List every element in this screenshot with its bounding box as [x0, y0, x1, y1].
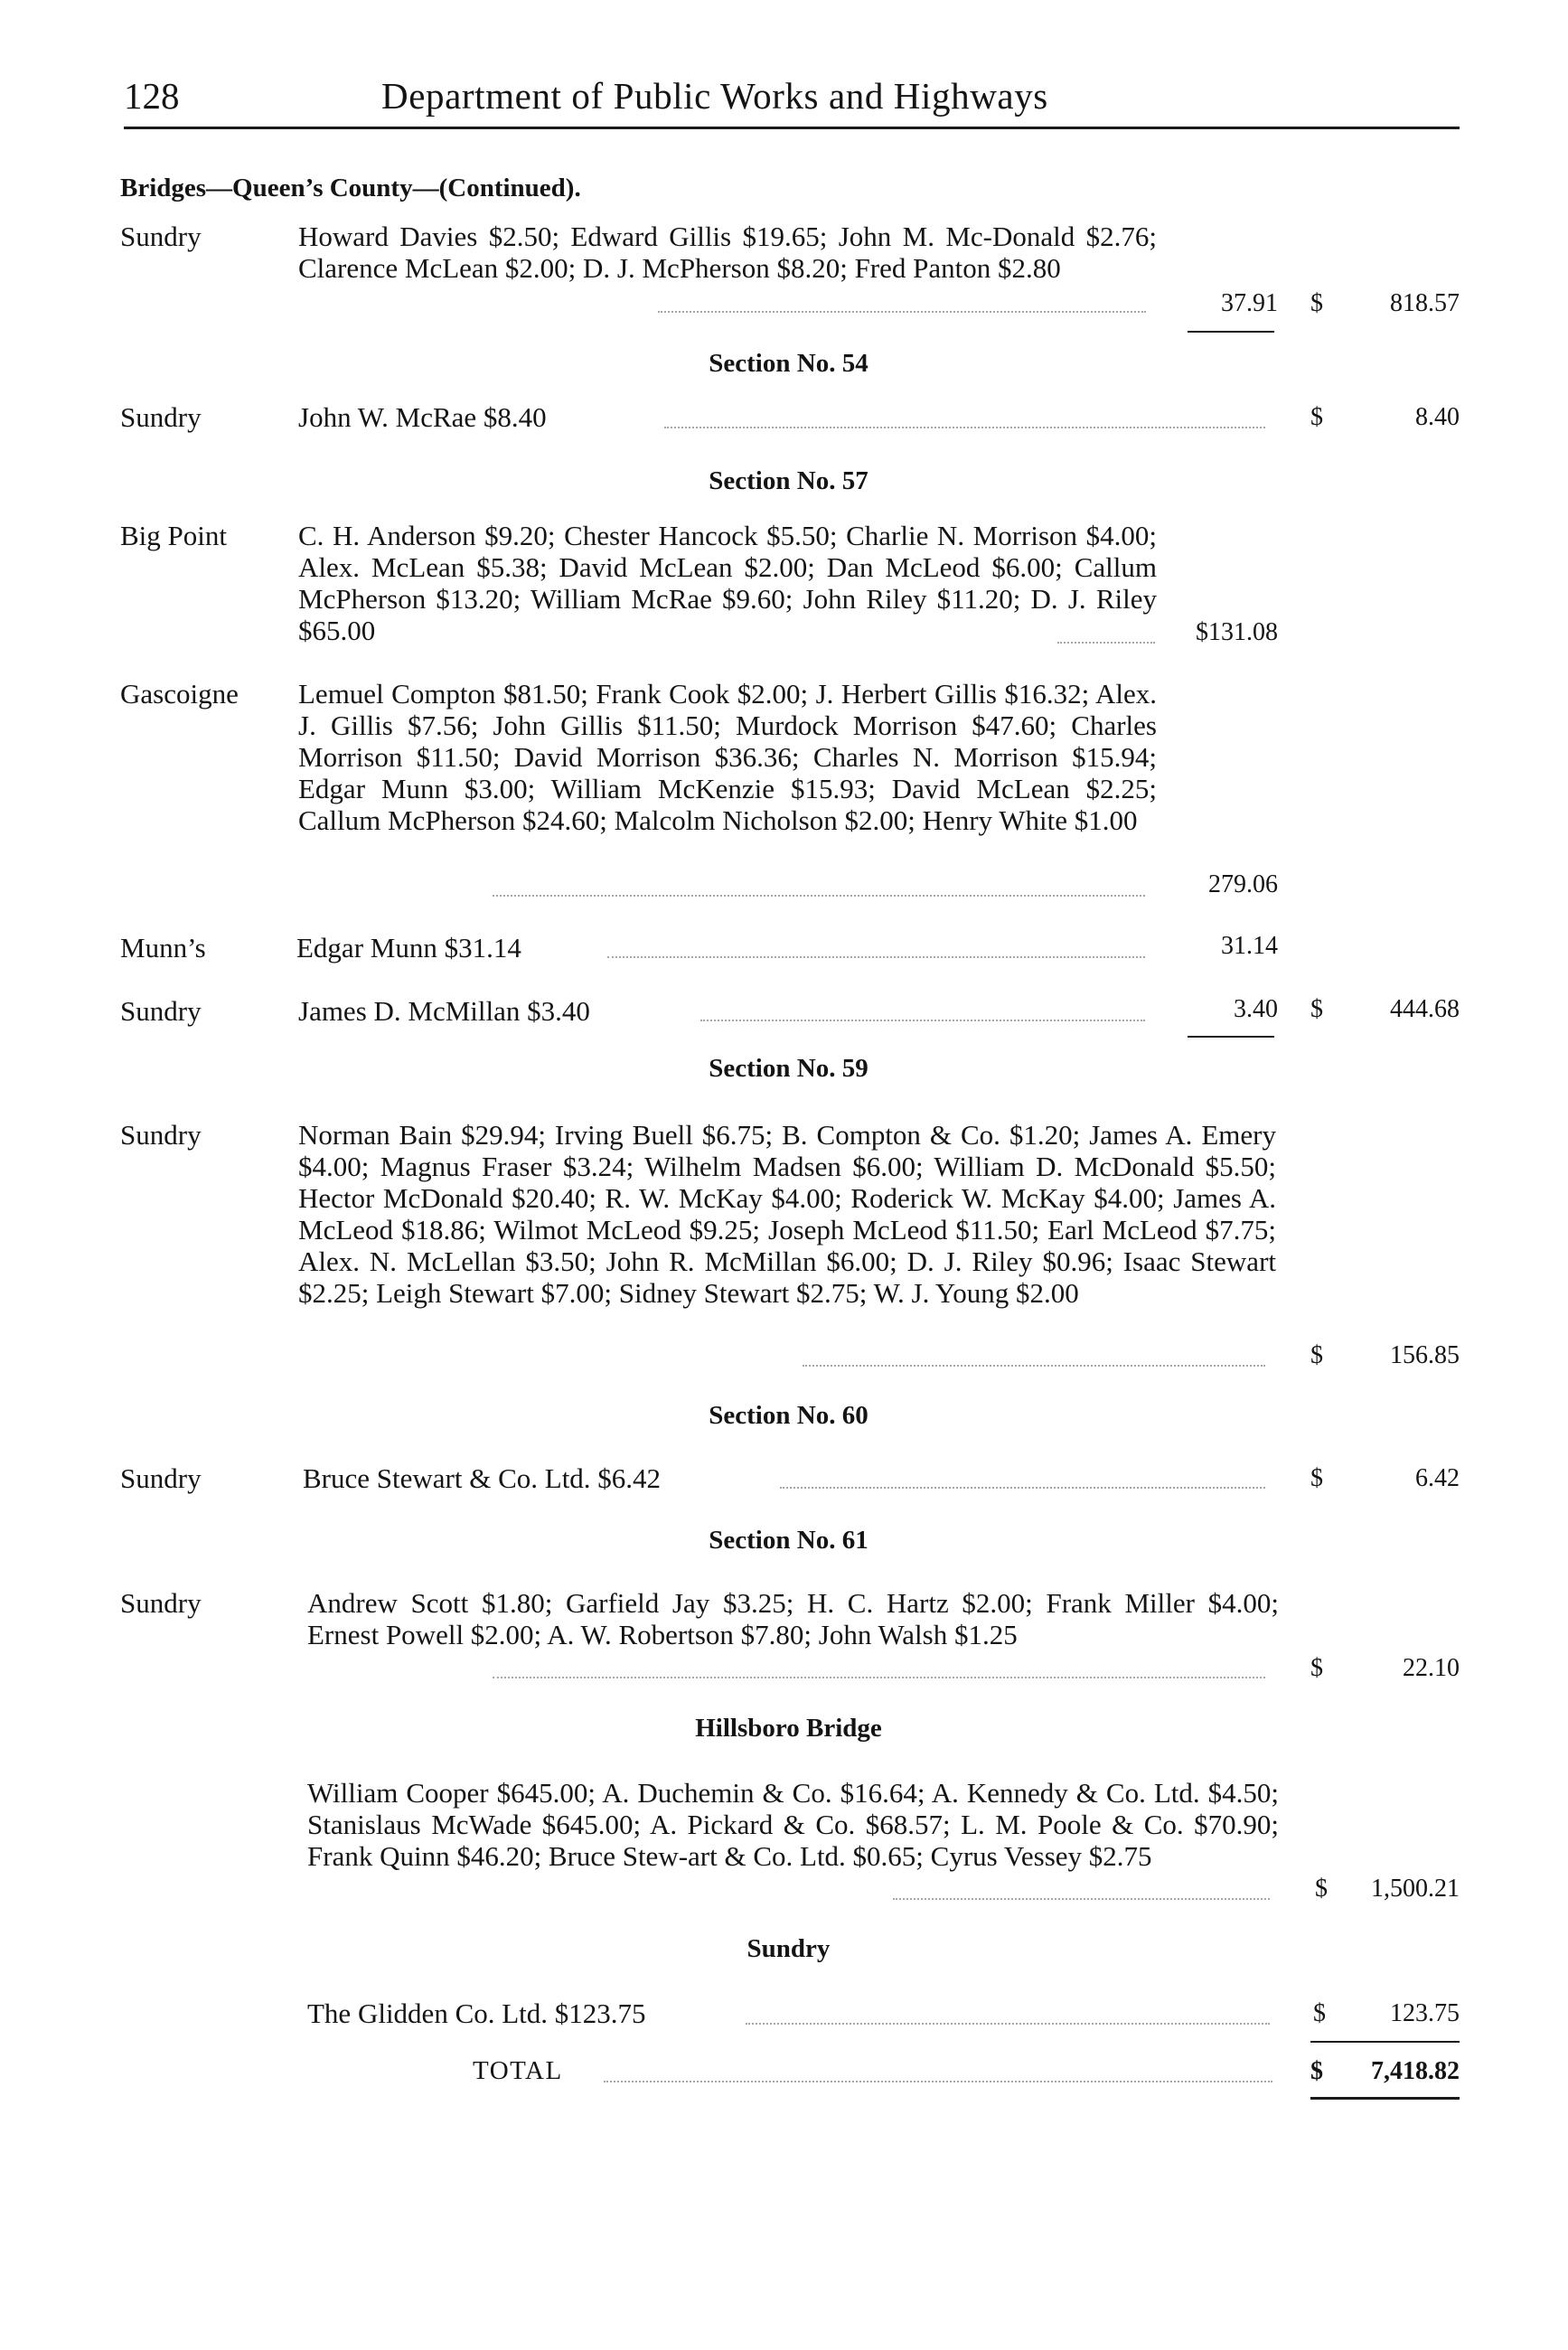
section-heading: Sundry — [746, 1934, 831, 1963]
entry-text: Norman Bain $29.94; Irving Buell $6.75; B. Compton & Co. $1.20; James A. Emery $4.00; Magnus Fraser $3.24; Wilhelm Madsen $6.00; William D. McDonald $5.50; Hector McDonald $20.40; R. W. McKay $4.00; Roderick W. McKay $4.00; James A. McLeod $18.86; Wilmot McLeod $9.25; Joseph McLeod $11.50; Earl McLeod $7.75; Alex. N. McLellan $3.50; John R. McMillan $6.00; D. J. Riley $0.96; Isaac Stewart $2.25; Leigh Stewart $7.00; Sidney Stewart $2.75; W. J. Young $2.00 — [298, 1119, 1276, 1309]
sum-rule — [1188, 331, 1274, 333]
place-label: Big Point — [120, 520, 228, 551]
dot-leader — [664, 427, 1265, 428]
dollar-sign: $ — [1315, 1875, 1328, 1903]
place-label: Sundry — [120, 221, 202, 252]
place-label: Sundry — [120, 1119, 202, 1151]
total-amount: 444.68 — [1390, 995, 1460, 1023]
dot-leader — [607, 956, 1145, 958]
page-header — [124, 74, 1461, 128]
dollar-sign: $ — [1310, 2057, 1323, 2085]
entry-text: Howard Davies $2.50; Edward Gillis $19.65; John M. Mc-Donald $2.76; Clarence McLean $2.00; D. J. McPherson $8.20; Fred Panton $2.80 — [298, 221, 1157, 284]
entry-text: Edgar Munn $31.14 — [296, 932, 521, 964]
dollar-sign: $ — [1310, 289, 1323, 317]
dot-leader — [746, 2023, 1270, 2025]
section-heading: Section No. 54 — [709, 349, 869, 378]
subtotal-amount: 31.14 — [1221, 932, 1278, 960]
dollar-sign: $ — [1310, 403, 1323, 431]
dot-leader — [700, 1020, 1145, 1021]
place-label: Munn’s — [120, 932, 206, 964]
page-number: 128 — [124, 75, 180, 117]
dollar-sign: $ — [1313, 1999, 1326, 2027]
entry-text: James D. McMillan $3.40 — [298, 995, 590, 1027]
total-amount: 156.85 — [1390, 1341, 1460, 1369]
total-amount: 22.10 — [1403, 1654, 1460, 1682]
place-label: Sundry — [120, 401, 202, 433]
running-head: Bridges—Qu⁠een’s County—(Continued). — [120, 174, 581, 202]
total-amount: 6.42 — [1415, 1464, 1460, 1492]
total-amount: 123.75 — [1390, 1999, 1460, 2027]
section-heading: Section No. 59 — [709, 1054, 869, 1083]
entry-text: The Glidden Co. Ltd. $123.75 — [307, 1998, 646, 2029]
entry-text: Andrew Scott $1.80; Garfield Jay $3.25; H. C. Hartz $2.00; Frank Miller $4.00; Ernest Powell $2.00; A. W. Robertson $7.80; John Walsh $1.25 — [307, 1587, 1279, 1650]
total-amount: 1,500.21 — [1371, 1875, 1460, 1903]
place-label: Sundry — [120, 1462, 202, 1494]
subtotal-amount: $131.08 — [1196, 618, 1278, 646]
dot-leader — [493, 1677, 1265, 1678]
section-heading: Section No. 60 — [709, 1401, 869, 1430]
section-heading: Hillsboro Bridge — [695, 1714, 882, 1743]
total-rule-top — [1310, 2041, 1460, 2043]
dot-leader — [893, 1898, 1270, 1900]
dot-leader — [604, 2081, 1272, 2082]
subtotal-amount: 37.91 — [1221, 289, 1278, 317]
entry-text: C. H. Anderson $9.20; Chester Hancock $5.50; Charlie N. Morrison $4.00; Alex. McLean $5.38; David McLean $2.00; Dan McLeod $6.00; Callum McPherson $13.20; William McRae $9.60; John Riley $11.20; D. J. Riley $65.00 — [298, 520, 1157, 646]
total-rule-bottom — [1310, 2097, 1460, 2100]
entry-text: John W. McRae $8.40 — [298, 401, 547, 433]
dot-leader — [803, 1365, 1265, 1367]
entry-text: Bruce Stewart & Co. Ltd. $6.42 — [303, 1462, 662, 1494]
dot-leader — [780, 1487, 1265, 1489]
total-amount: 8.40 — [1415, 403, 1460, 431]
entry-text: Lemuel Compton $81.50; Frank Cook $2.00; J. Herbert Gillis $16.32; Alex. J. Gillis $7.56; John Gillis $11.50; Murdock Morrison $47.60; Charles Morrison $11.50; David Morrison $36.36; Charles N. Morrison $15.94; Edgar Munn $3.00; William McKenzie $15.93; David McLean $2.25; Callum McPherson $24.60; Malcolm Nicholson $2.00; Henry White $1.00 — [298, 678, 1157, 836]
dollar-sign: $ — [1310, 1341, 1323, 1369]
entry-text: William Cooper $645.00; A. Duchemin & Co. $16.64; A. Kennedy & Co. Ltd. $4.50; Stanislaus McWade $645.00; A. Pickard & Co. $68.57; L. M. Poole & Co. $70.90; Frank Quinn $46.20; Bruce Stew-art & Co. Ltd. $0.65; Cyrus Vessey $2.75 — [307, 1777, 1279, 1872]
subtotal-amount: 3.40 — [1234, 995, 1278, 1023]
section-heading: Section No. 61 — [709, 1526, 869, 1555]
dollar-sign: $ — [1310, 995, 1323, 1023]
total-amount: 818.57 — [1390, 289, 1460, 317]
grand-total-amount: 7,418.82 — [1371, 2057, 1460, 2085]
dollar-sign: $ — [1310, 1654, 1323, 1682]
dot-leader — [493, 895, 1145, 897]
subtotal-amount: 279.06 — [1208, 870, 1278, 898]
place-label: Gascoigne — [120, 678, 239, 710]
dollar-sign: $ — [1310, 1464, 1323, 1492]
grand-total-label: TOTAL — [473, 2056, 563, 2085]
section-heading: Section No. 57 — [709, 466, 869, 495]
sum-rule — [1188, 1036, 1274, 1038]
place-label: Sundry — [120, 1587, 202, 1619]
header-rule — [124, 127, 1460, 129]
place-label: Sundry — [120, 995, 202, 1027]
page-title: Department of Public Works and Highways — [381, 75, 1048, 117]
dot-leader — [658, 311, 1146, 313]
